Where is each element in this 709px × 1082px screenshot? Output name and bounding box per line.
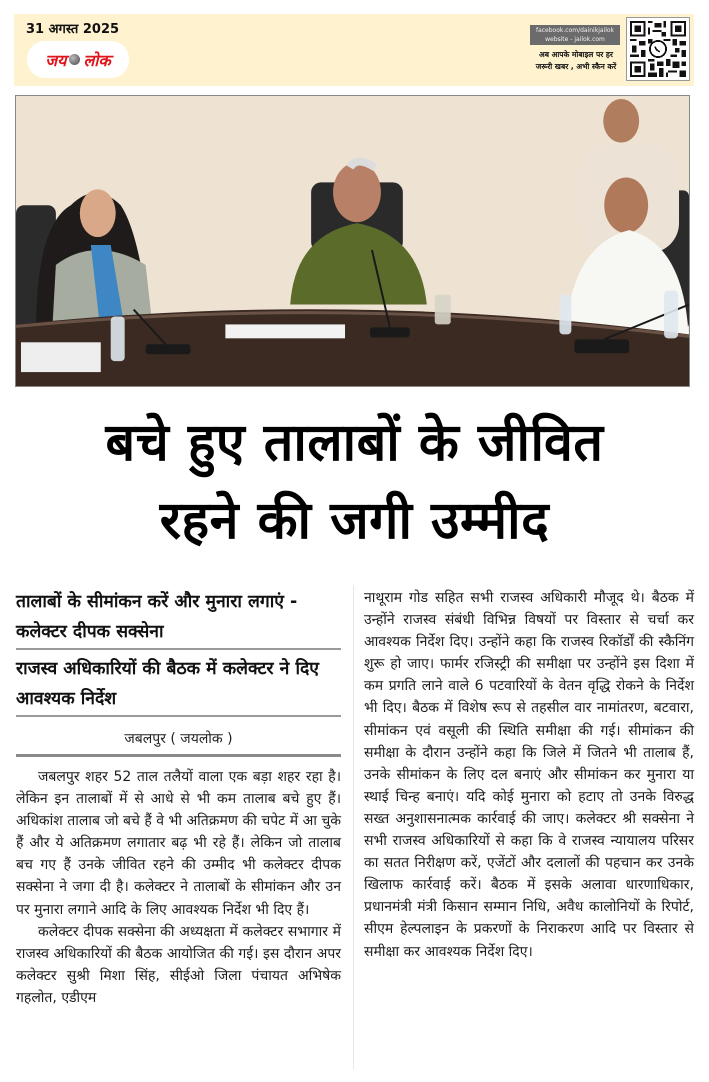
subheadline-1: तालाबों के सीमांकन करें और मुनारा लगाएं - कलेक्टर दीपक सक्सेना	[16, 592, 298, 642]
column-divider	[353, 585, 354, 1070]
divider-rule	[16, 648, 341, 650]
headline-line-2: रहने की जगी उम्मीद	[159, 491, 550, 551]
article-body-left-column	[16, 766, 341, 1009]
body-paragraph: कलेक्टर दीपक सक्सेना की अध्यक्षता में कलेक्टर सभागार में राजस्व अधिकारियों की बैठक आयोजित की गई। इस दौरान अपर कलेक्टर सुश्री मिशा सिंह, सीईओ जिला पंचायत अभिषेक गहलोत, एडीएम	[16, 923, 341, 1006]
body-paragraph: नाथूराम गोड सहित सभी राजस्व अधिकारी मौजूद थे। बैठक में उन्होंने राजस्व संबंधी विभिन्न विषयों पर विस्तार से चर्चा कर आवश्यक निर्देश दिए। उन्होंने कहा कि राजस्व रिकॉर्डों की स्कैनिंग शुरू हो जाए। फार्मर रजिस्ट्री की समीक्षा पर उन्होंने इस दिशा में कम प्रगति लाने वाले 6 पटवारियों के वेतन वृद्धि रोकने के निर्देश भी दिए। बैठक में विशेष रूप से तहसील वार नामांतरण, बटवारा, सीमांकन एवं वसूली की स्थिति समीक्षा की गई। सीमांकन की समीक्षा के दौरान उन्होंने कहा कि जिले में जितने भी तालाब हैं, उनके सीमांकन के लिए दल बनाएं और सीमांकन कर मुनारा या स्थाई चिन्ह बनाएं। यदि कोई मुनारा को हटाए तो उनके विरुद्ध सख्त अनुशासनात्मक कार्रवाई की जाए। कलेक्टर श्री सक्सेना ने सभी राजस्व अधिकारियों से कहा कि वे राजस्व न्यायालय परिसर का सतत निरीक्षण करें, एजेंटों और दलालों की पहचान कर उनके खिलाफ कार्रवाई करें। बैठक में इसके अलावा धारणाधिकार, प्रधानमंत्री मंत्री किसान सम्मान निधि, अवैध कालोनियों के रिपोर्ट, सीएम हेल्पलाइन के प्रकरणों के निराकरण आदि पर विस्तार से समीक्षा कर आवश्यक निर्देश दिए।	[364, 590, 694, 960]
promo-text-line-2: जरूरी खबर , अभी स्कैन करें	[535, 62, 617, 71]
dateline: जबलपुर ( जयलोक )	[124, 731, 233, 747]
article-body-right-column	[364, 587, 694, 963]
body-paragraph: जबलपुर शहर 52 ताल तलैयों वाला एक बड़ा शहर रहा है। लेकिन इन तालाबों में से आधे से भी कम तालाब बचे हुए हैं। अधिकांश तालाब जो बचे हैं वे भी अतिक्रमण की चपेट में आ चुके हैं और ये अतिक्रमण लगातार बढ़ भी रहे हैं। लेकिन जो तालाब बच गए हैं उनके जीवित रहने की उम्मीद भी कलेक्टर दीपक सक्सेना ने जगा दी है। कलेक्टर ने तालाबों के सीमांकन और उन पर मुनारा लगाने आदि के लिए आवश्यक निर्देश भी दिए हैं।	[16, 769, 341, 918]
promo-text-line-1: अब आपके मोबाइल पर हर	[539, 50, 613, 59]
facebook-link[interactable]: facebook.com/dainikjailok	[535, 27, 615, 34]
qr-code-whatsapp-icon[interactable]	[626, 17, 690, 81]
globe-icon	[69, 54, 80, 65]
headline-line-1: बचे हुए तालाबों के जीवित	[105, 413, 604, 473]
meeting-photo	[15, 95, 690, 387]
newspaper-logo[interactable]	[27, 41, 129, 78]
website-link[interactable]: website - jailok.com	[545, 36, 605, 43]
logo-word-right: लोक	[83, 50, 111, 70]
masthead-banner	[14, 14, 694, 86]
subheadline-2: राजस्व अधिकारियों की बैठक में कलेक्टर ने दिए आवश्यक निर्देश	[16, 659, 319, 709]
article-headline	[0, 404, 709, 560]
social-links-box	[530, 25, 620, 45]
publication-date: 31 अगस्त 2025	[26, 22, 120, 37]
divider-rule	[16, 754, 341, 757]
divider-rule	[16, 715, 341, 717]
logo-word-left: जय	[45, 50, 67, 70]
